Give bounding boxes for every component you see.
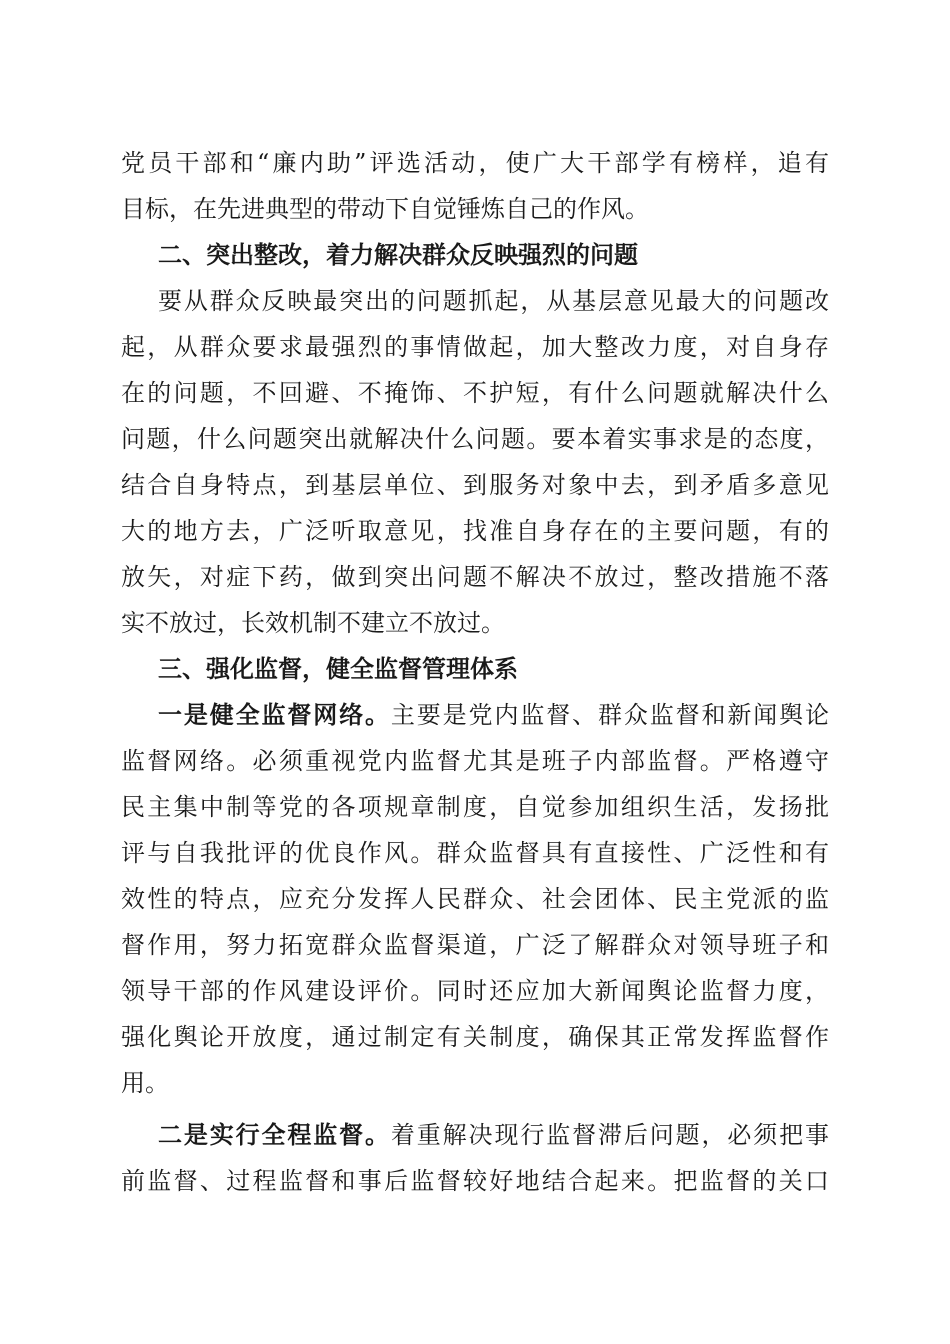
document-body [121,140,829,1204]
paragraph-line: 强化舆论开放度，通过制定有关制度，确保其正常发挥监督作 [121,1023,829,1051]
paragraph-line [121,692,829,738]
paragraph-line: 目标，在先进典型的带动下自觉锤炼自己的作风。 [121,195,649,223]
section-heading: 三、强化监督，健全监督管理体系 [158,654,518,683]
paragraph-line: 党员干部和“廉内助”评选活动，使广大干部学有榜样，追有 [121,149,829,177]
paragraph-line: 效性的特点，应充分发挥人民群众、社会团体、民主党派的监 [121,885,829,913]
paragraph-line: 民主集中制等党的各项规章制度，自觉参加组织生活，发扬批 [121,793,829,821]
paragraph-line: 要从群众反映最突出的问题抓起，从基层意见最大的问题改 [158,287,829,315]
paragraph-text: 主要是党内监督、群众监督和新闻舆论 [390,701,830,729]
paragraph-line: 大的地方去，广泛听取意见，找准自身存在的主要问题，有的 [121,517,829,545]
paragraph-line: 起，从群众要求最强烈的事情做起，加大整改力度，对自身存 [121,333,829,361]
paragraph-line: 在的问题，不回避、不掩饰、不护短，有什么问题就解决什么 [121,379,829,407]
section-heading: 二、突出整改，着力解决群众反映强烈的问题 [158,240,638,269]
paragraph-line: 结合自身特点，到基层单位、到服务对象中去，到矛盾多意见 [121,471,829,499]
paragraph-line [121,1112,829,1158]
paragraph-text: 着重解决现行监督滞后问题，必须把事 [390,1121,830,1149]
paragraph-line: 放矢，对症下药，做到突出问题不解决不放过，整改措施不落 [121,563,829,591]
paragraph-lead: 一是健全监督网络。 [158,700,391,729]
paragraph-line: 监督网络。必须重视党内监督尤其是班子内部监督。严格遵守 [121,747,829,775]
paragraph-line: 评与自我批评的优良作风。群众监督具有直接性、广泛性和有 [121,839,829,867]
paragraph-line: 领导干部的作风建设评价。同时还应加大新闻舆论监督力度， [121,977,829,1005]
paragraph-line: 前监督、过程监督和事后监督较好地结合起来。把监督的关口 [121,1167,829,1195]
paragraph-line: 督作用，努力拓宽群众监督渠道，广泛了解群众对领导班子和 [121,931,829,959]
paragraph-lead: 二是实行全程监督。 [158,1120,391,1149]
paragraph-line: 用。 [121,1069,169,1097]
paragraph-line: 实不放过，长效机制不建立不放过。 [121,609,505,637]
paragraph-line: 问题，什么问题突出就解决什么问题。要本着实事求是的态度， [121,425,829,453]
